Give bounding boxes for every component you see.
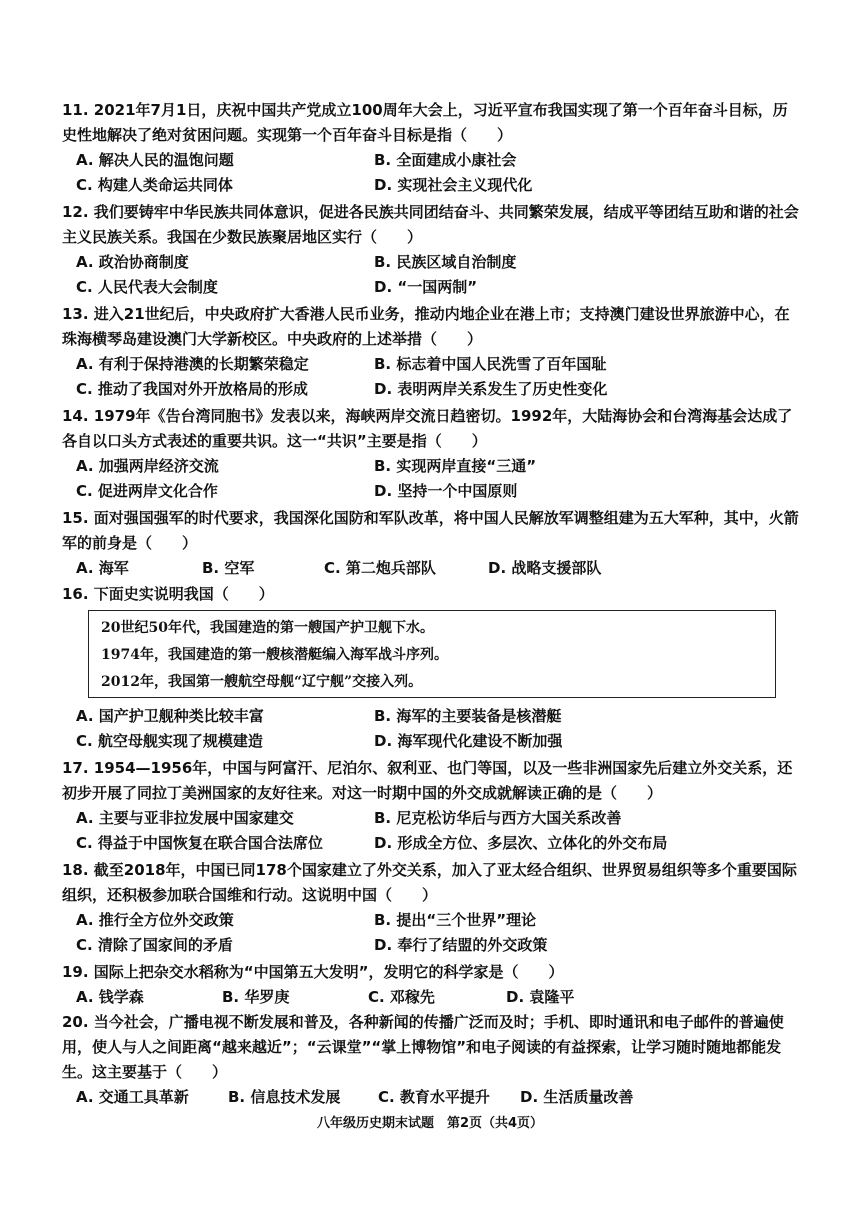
option-b: B. 实现两岸直接“三通”: [374, 457, 537, 475]
options-row: [62, 454, 802, 479]
option-a: A. 海军: [76, 559, 129, 577]
options-row: [62, 556, 802, 581]
question-17: [62, 756, 802, 856]
option-b: B. 华罗庚: [222, 988, 290, 1006]
question-stem: 13. 进入21世纪后，中央政府扩大香港人民币业务，推动内地企业在港上市；支持澳门建设世界旅游中心，在珠海横琴岛建设澳门大学新校区。中央政府的上述举措（ ）: [62, 305, 790, 348]
options-row: [62, 729, 802, 754]
option-a: A. 钱学森: [76, 988, 144, 1006]
option-d: D. 形成全方位、多层次、立体化的外交布局: [374, 834, 668, 852]
question-19: [62, 960, 802, 1010]
option-a: A. 政治协商制度: [76, 253, 189, 271]
option-a: A. 国产护卫舰种类比较丰富: [76, 707, 264, 725]
question-18: [62, 858, 802, 958]
option-c: C. 邓稼先: [368, 988, 435, 1006]
option-d: D. 战略支援部队: [488, 559, 602, 577]
options-row: [62, 806, 802, 831]
option-d: D. 生活质量改善: [520, 1088, 634, 1106]
option-a: A. 主要与亚非拉发展中国家建交: [76, 809, 294, 827]
question-stem: 15. 面对强国强军的时代要求，我国深化国防和军队改革，将中国人民解放军调整组建为五大军种，其中，火箭军的前身是（ ）: [62, 509, 799, 552]
question-14: [62, 404, 802, 504]
options-row: [62, 173, 802, 198]
option-a: A. 解决人民的温饱问题: [76, 151, 234, 169]
option-d: D. 海军现代化建设不断加强: [374, 732, 563, 750]
option-d: D. “一国两制”: [374, 278, 478, 296]
option-c: C. 清除了国家间的矛盾: [76, 936, 233, 954]
question-12: [62, 200, 802, 300]
option-d: D. 实现社会主义现代化: [374, 176, 533, 194]
question-stem: 17. 1954—1956年，中国与阿富汗、尼泊尔、叙利亚、也门等国，以及一些非洲国家先后建立外交关系，还初步开展了同拉丁美洲国家的友好往来。对这一时期中国的外交成就解读正确的是（ ）: [62, 759, 793, 802]
options-row: [62, 704, 802, 729]
option-d: D. 表明两岸关系发生了历史性变化: [374, 380, 608, 398]
question-stem: 16. 下面史实说明我国（ ）: [62, 585, 274, 603]
options-row: [62, 250, 802, 275]
option-b: B. 空军: [202, 559, 255, 577]
option-c: C. 促进两岸文化合作: [76, 482, 218, 500]
option-a: A. 推行全方位外交政策: [76, 911, 234, 929]
question-16: [62, 582, 802, 607]
options-row: [62, 933, 802, 958]
option-c: C. 教育水平提升: [378, 1088, 490, 1106]
option-b: B. 全面建成小康社会: [374, 151, 517, 169]
options-row: [62, 908, 802, 933]
option-b: B. 提出“三个世界”理论: [374, 911, 537, 929]
page-footer: 八年级历史期末试题 第2页（共4页）: [316, 1116, 544, 1131]
options-row: [62, 377, 802, 402]
question-15: [62, 506, 802, 581]
option-c: C. 第二炮兵部队: [324, 559, 436, 577]
option-b: B. 尼克松访华后与西方大国关系改善: [374, 809, 622, 827]
option-d: D. 坚持一个中国原则: [374, 482, 518, 500]
option-c: C. 航空母舰实现了规模建造: [76, 732, 263, 750]
option-b: B. 标志着中国人民洗雪了百年国耻: [374, 355, 607, 373]
option-d: D. 袁隆平: [506, 988, 575, 1006]
option-d: D. 奉行了结盟的外交政策: [374, 936, 548, 954]
fact-line: 2012年，我国第一艘航空母舰“辽宁舰”交接入列。: [101, 674, 423, 690]
question-13: [62, 302, 802, 402]
fact-line: 1974年，我国建造的第一艘核潜艇编入海军战斗序列。: [101, 647, 448, 663]
option-c: C. 推动了我国对外开放格局的形成: [76, 380, 308, 398]
options-row: [62, 1085, 802, 1110]
question-stem: 19. 国际上把杂交水稻称为“中国第五大发明”，发明它的科学家是（ ）: [62, 963, 564, 981]
option-b: B. 信息技术发展: [228, 1088, 341, 1106]
option-a: A. 交通工具革新: [76, 1088, 189, 1106]
question-16-options: [62, 704, 802, 754]
question-stem: 12. 我们要铸牢中华民族共同体意识，促进各民族共同团结奋斗、共同繁荣发展，结成平等团结互助和谐的社会主义民族关系。我国在少数民族聚居地区实行（ ）: [62, 203, 799, 246]
question-stem: 18. 截至2018年，中国已同178个国家建立了外交关系，加入了亚太经合组织、世界贸易组织等多个重要国际组织，还积极参加联合国维和行动。这说明中国（ ）: [62, 861, 797, 904]
question-20: [62, 1010, 802, 1110]
historical-facts-box: [88, 610, 776, 698]
options-row: [62, 148, 802, 173]
options-row: [62, 831, 802, 856]
option-c: C. 人民代表大会制度: [76, 278, 218, 296]
fact-line: 20世纪50年代，我国建造的第一艘国产护卫舰下水。: [101, 620, 434, 636]
option-b: B. 民族区域自治制度: [374, 253, 517, 271]
option-b: B. 海军的主要装备是核潜艇: [374, 707, 562, 725]
options-row: [62, 479, 802, 504]
options-row: [62, 275, 802, 300]
options-row: [62, 985, 802, 1010]
option-a: A. 有利于保持港澳的长期繁荣稳定: [76, 355, 309, 373]
option-c: C. 得益于中国恢复在联合国合法席位: [76, 834, 323, 852]
question-stem: 20. 当今社会，广播电视不断发展和普及，各种新闻的传播广泛而及时；手机、即时通讯和电子邮件的普遍使用，使人与人之间距离“越来越近”；“云课堂”“掌上博物馆”和电子阅读的有益探索，让学习随时随地都能发生。这主要基于（ ）: [62, 1013, 784, 1081]
option-a: A. 加强两岸经济交流: [76, 457, 219, 475]
question-stem: 14. 1979年《告台湾同胞书》发表以来，海峡两岸交流日趋密切。1992年，大陆海协会和台湾海基会达成了各自以口头方式表述的重要共识。这一“共识”主要是指（ ）: [62, 407, 793, 450]
question-stem: 11. 2021年7月1日，庆祝中国共产党成立100周年大会上，习近平宣布我国实现了第一个百年奋斗目标，历史性地解决了绝对贫困问题。实现第一个百年奋斗目标是指（ ）: [62, 101, 788, 144]
question-11: [62, 98, 802, 198]
option-c: C. 构建人类命运共同体: [76, 176, 233, 194]
options-row: [62, 352, 802, 377]
